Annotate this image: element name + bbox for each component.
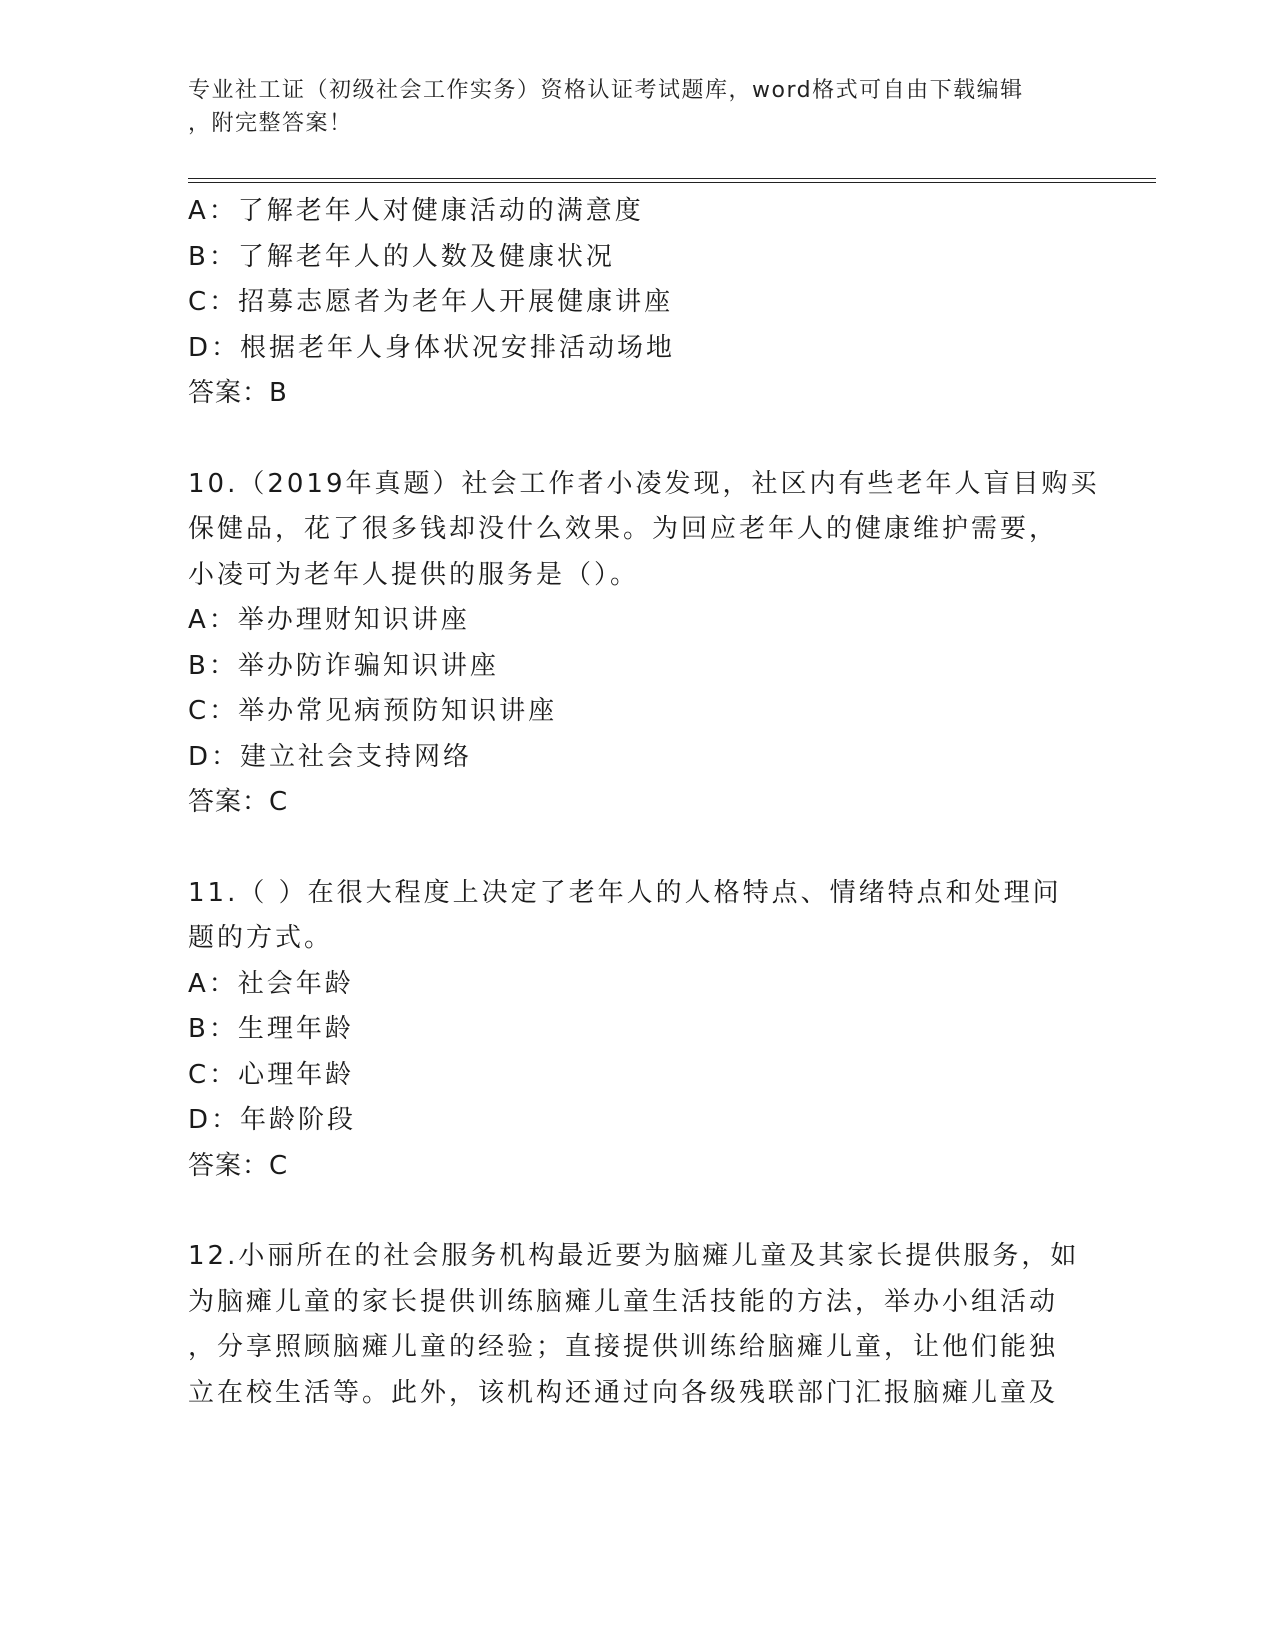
question-stem-line: 12.小丽所在的社会服务机构最近要为脑瘫儿童及其家长提供服务，如 xyxy=(188,1241,1080,1271)
option-c: C：举办常见病预防知识讲座 xyxy=(188,696,558,726)
answer: 答案：C xyxy=(188,787,289,817)
option-b: B：生理年龄 xyxy=(188,1014,354,1044)
question-10 xyxy=(188,462,1100,826)
question-stem-line: 立在校生活等。此外，该机构还通过向各级残联部门汇报脑瘫儿童及 xyxy=(188,1377,1059,1408)
header-divider-top xyxy=(188,178,1156,179)
question-stem-line: 10.（2019年真题）社会工作者小凌发现，社区内有些老年人盲目购买 xyxy=(188,468,1100,499)
option-d: D：根据老年人身体状况安排活动场地 xyxy=(188,332,676,363)
question-stem-line: 11.（ ）在很大程度上决定了老年人的人格特点、情绪特点和处理问 xyxy=(188,877,1062,908)
option-b: B：举办防诈骗知识讲座 xyxy=(188,650,499,681)
question-stem-line: 为脑瘫儿童的家长提供训练脑瘫儿童生活技能的方法，举办小组活动 xyxy=(188,1286,1059,1317)
question-11 xyxy=(188,871,1088,1190)
option-c: C：心理年龄 xyxy=(188,1059,355,1090)
header-divider-bottom xyxy=(188,182,1156,183)
question-list xyxy=(188,189,1100,1416)
question-stem-line: 小凌可为老年人提供的服务是（）。 xyxy=(188,559,640,590)
option-d: D：年龄阶段 xyxy=(188,1105,357,1135)
option-d: D：建立社会支持网络 xyxy=(188,741,473,772)
spacer xyxy=(188,1189,1088,1234)
option-a: A：社会年龄 xyxy=(188,968,354,999)
header-line-1: 专业社工证（初级社会工作实务）资格认证考试题库，word格式可自由下载编辑 xyxy=(188,78,1024,103)
option-a: A：举办理财知识讲座 xyxy=(188,605,470,635)
option-a: A：了解老年人对健康活动的满意度 xyxy=(188,196,644,226)
question-stem-line: 保健品，花了很多钱却没什么效果。为回应老年人的健康维护需要， xyxy=(188,514,1059,544)
spacer xyxy=(188,826,1088,871)
spacer xyxy=(188,417,1088,462)
question-stem-line: 题的方式。 xyxy=(188,923,334,953)
option-b: B：了解老年人的人数及健康状况 xyxy=(188,241,615,272)
page-header xyxy=(188,74,1068,140)
question-12 xyxy=(188,1234,1088,1416)
option-c: C：招募志愿者为老年人开展健康讲座 xyxy=(188,287,674,317)
question-stem-line: ，分享照顾脑瘫儿童的经验；直接提供训练给脑瘫儿童，让他们能独 xyxy=(188,1332,1059,1362)
question-9 xyxy=(188,189,1088,417)
answer: 答案：C xyxy=(188,1150,289,1181)
header-line-2: ，附完整答案！ xyxy=(188,111,353,136)
answer: 答案：B xyxy=(188,378,288,408)
